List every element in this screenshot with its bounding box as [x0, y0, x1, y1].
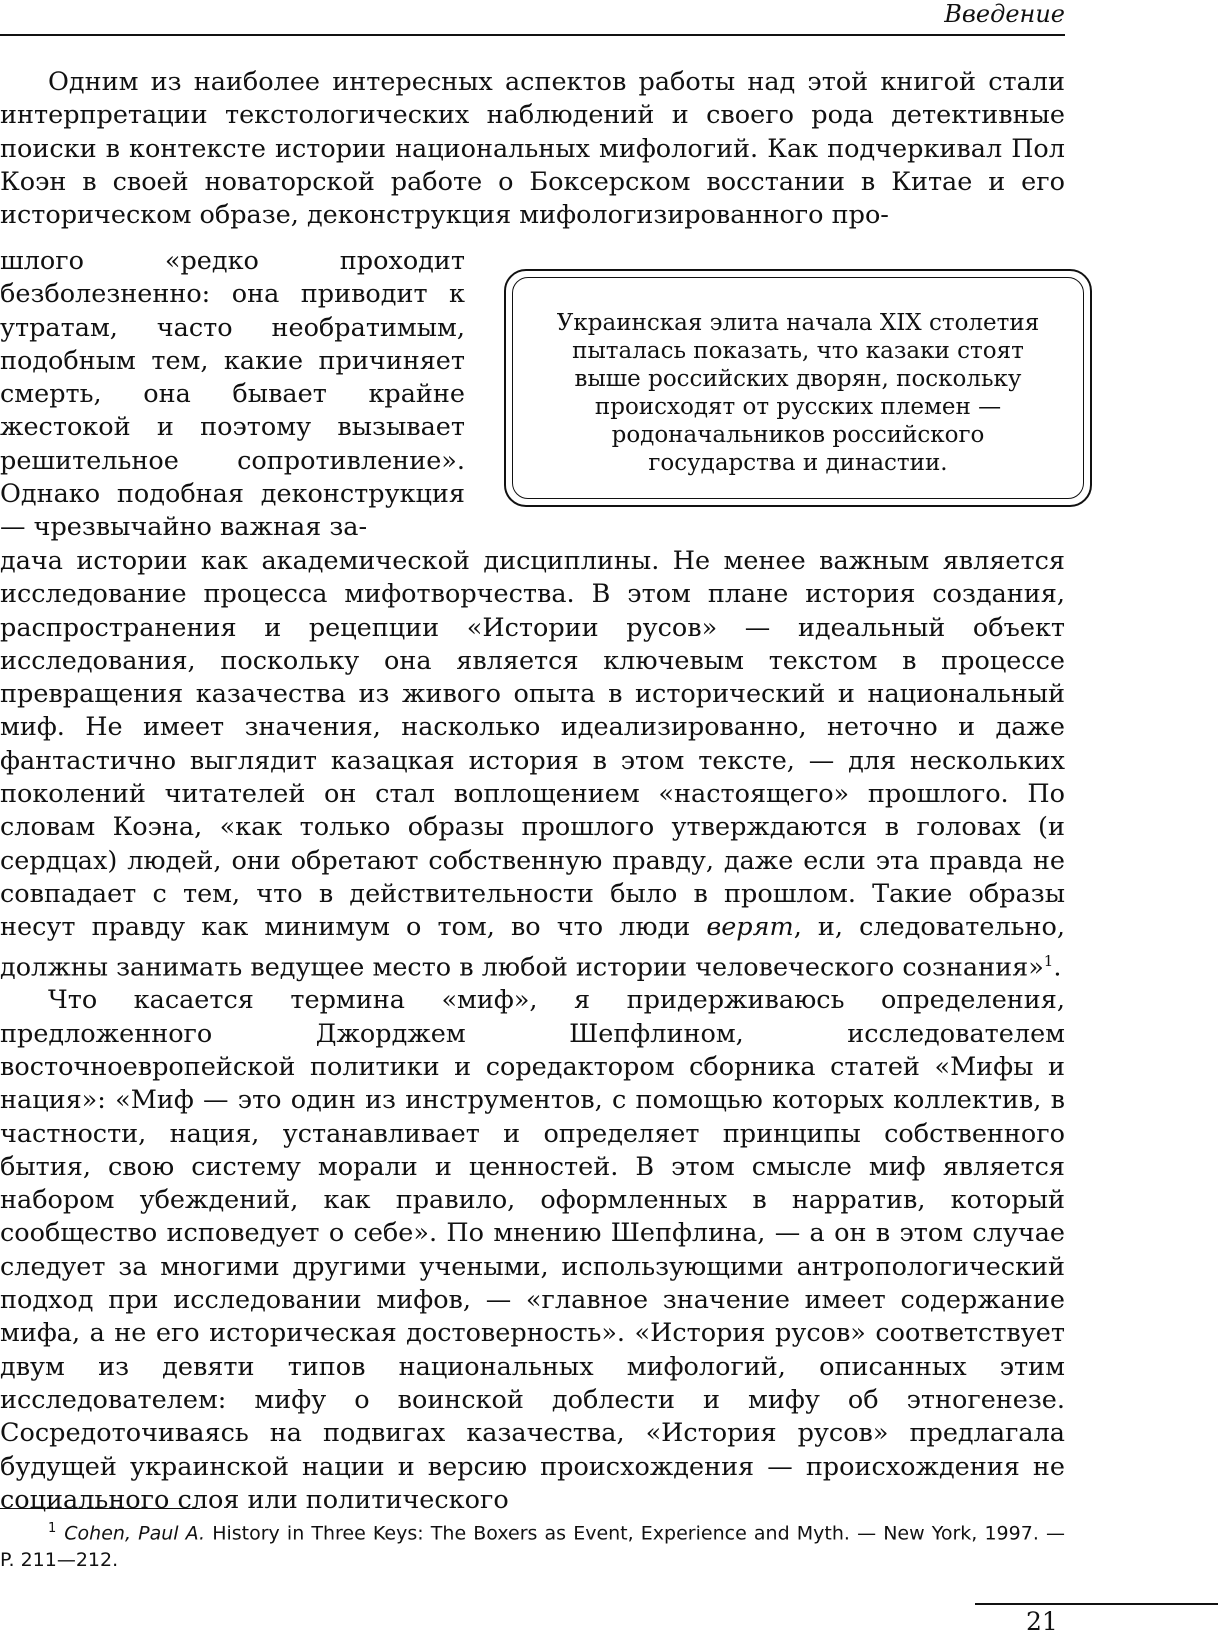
- paragraph-1-lead-text: Одним из наиболее интересных аспектов работы над этой книгой стали интерпретации текстологических наблюдений и своего рода детективные поиски в контексте истории национальных мифологий. Как подчеркивал Пол Коэн в своей новаторской работе о Боксерском восстании в Китае и его историческом образе, деконструкция мифологизированного про-: [0, 67, 1065, 231]
- footnote-divider: [0, 1508, 200, 1509]
- footnote-author: Cohen, Paul A.: [64, 1522, 206, 1545]
- paragraph-1-float-text: шлого «редко проходит безболезненно: она приводит к утратам, часто необратимым, подобным тем, какие причиняет смерть, она бывает крайне жестокой и поэтому вызывает решительное сопротивление». Однако подобная деконструкция — чрезвычайно важная за-: [0, 246, 465, 543]
- paragraph-1-tail-b: , и, следовательно, должны занимать ведущее место в любой истории человеческого сознания»: [0, 912, 1065, 983]
- running-header: [0, 0, 1065, 36]
- emphasis-word: верят: [706, 912, 794, 943]
- main-text-column: [0, 545, 1065, 1517]
- footnote-marker: 1: [48, 1521, 57, 1536]
- running-title: Введение: [944, 0, 1065, 28]
- paragraph-1-lead: [0, 66, 1065, 232]
- footnote-text: History in Three Keys: The Boxers as Event, Experience and Myth. — New York, 1997. — P. 211—212.: [0, 1522, 1065, 1572]
- paragraph-2: Что касается термина «миф», я придерживаюсь определения, предложенного Джорджем Шепфлином, исследователем восточноевропейской политики и соредактором сборника статей «Мифы и нация»: «Миф — это один из инструментов, с помощью которых коллектив, в частности, нация, устанавливает и определяет принципы собственного бытия, свою систему морали и ценностей. В этом смысле миф является набором убеждений, как правило, оформленных в нарратив, который сообщество исповедует о себе». По мнению Шепфлина, — а он в этом случае следует за многими другими учеными, использующими антропологический подход при исследовании мифов, — «главное значение имеет содержание мифа, а не его историческая достоверность». «История русов» соответствует двум из девяти типов национальных мифологий, описанных этим исследователем: мифу о воинской доблести и мифу об этногенезе. Сосредоточиваясь на подвигах казачества, «История русов» предлагала будущей украинской нации и версию происхождения — происхождения не социального слоя или политического: [0, 985, 1065, 1515]
- paragraph-1-tail-a: дача истории как академической дисциплины. Не менее важным является исследование процесса мифотворчества. В этом плане история создания, распространения и рецепции «Истории русов» — идеальный объект исследования, поскольку она является ключевым текстом в процессе превращения казачества из живого опыта в исторический и национальный миф. Не имеет значения, насколько идеализированно, неточно и даже фантастично выглядит казацкая история в этом тексте, — для нескольких поколений читателей он стал воплощением «настоящего» прошлого. По словам Коэна, «как только образы прошлого утверждаются в головах (и сердцах) людей, они обретают собственную правду, даже если эта правда не совпадает с тем, что в действительности было в прошлом. Такие образы несут правду как минимум о том, во что люди: [0, 546, 1065, 943]
- paragraph-1-tail-c: .: [1053, 952, 1062, 983]
- pull-quote-text: Украинская элита начала XIX столетия пыталась показать, что казаки стоят выше российских дворян, поскольку происходят от русских племен — родоначальников российского государства и династии.: [556, 310, 1040, 476]
- paragraph-1-tail: [0, 545, 1065, 984]
- pull-quote-callout: [504, 269, 1092, 507]
- page-number-rule: [975, 1603, 1218, 1605]
- footnote: [0, 1515, 1065, 1574]
- page-number: 21: [1026, 1607, 1058, 1636]
- float-block: [0, 245, 1065, 543]
- footnote-reference[interactable]: 1: [1043, 951, 1054, 970]
